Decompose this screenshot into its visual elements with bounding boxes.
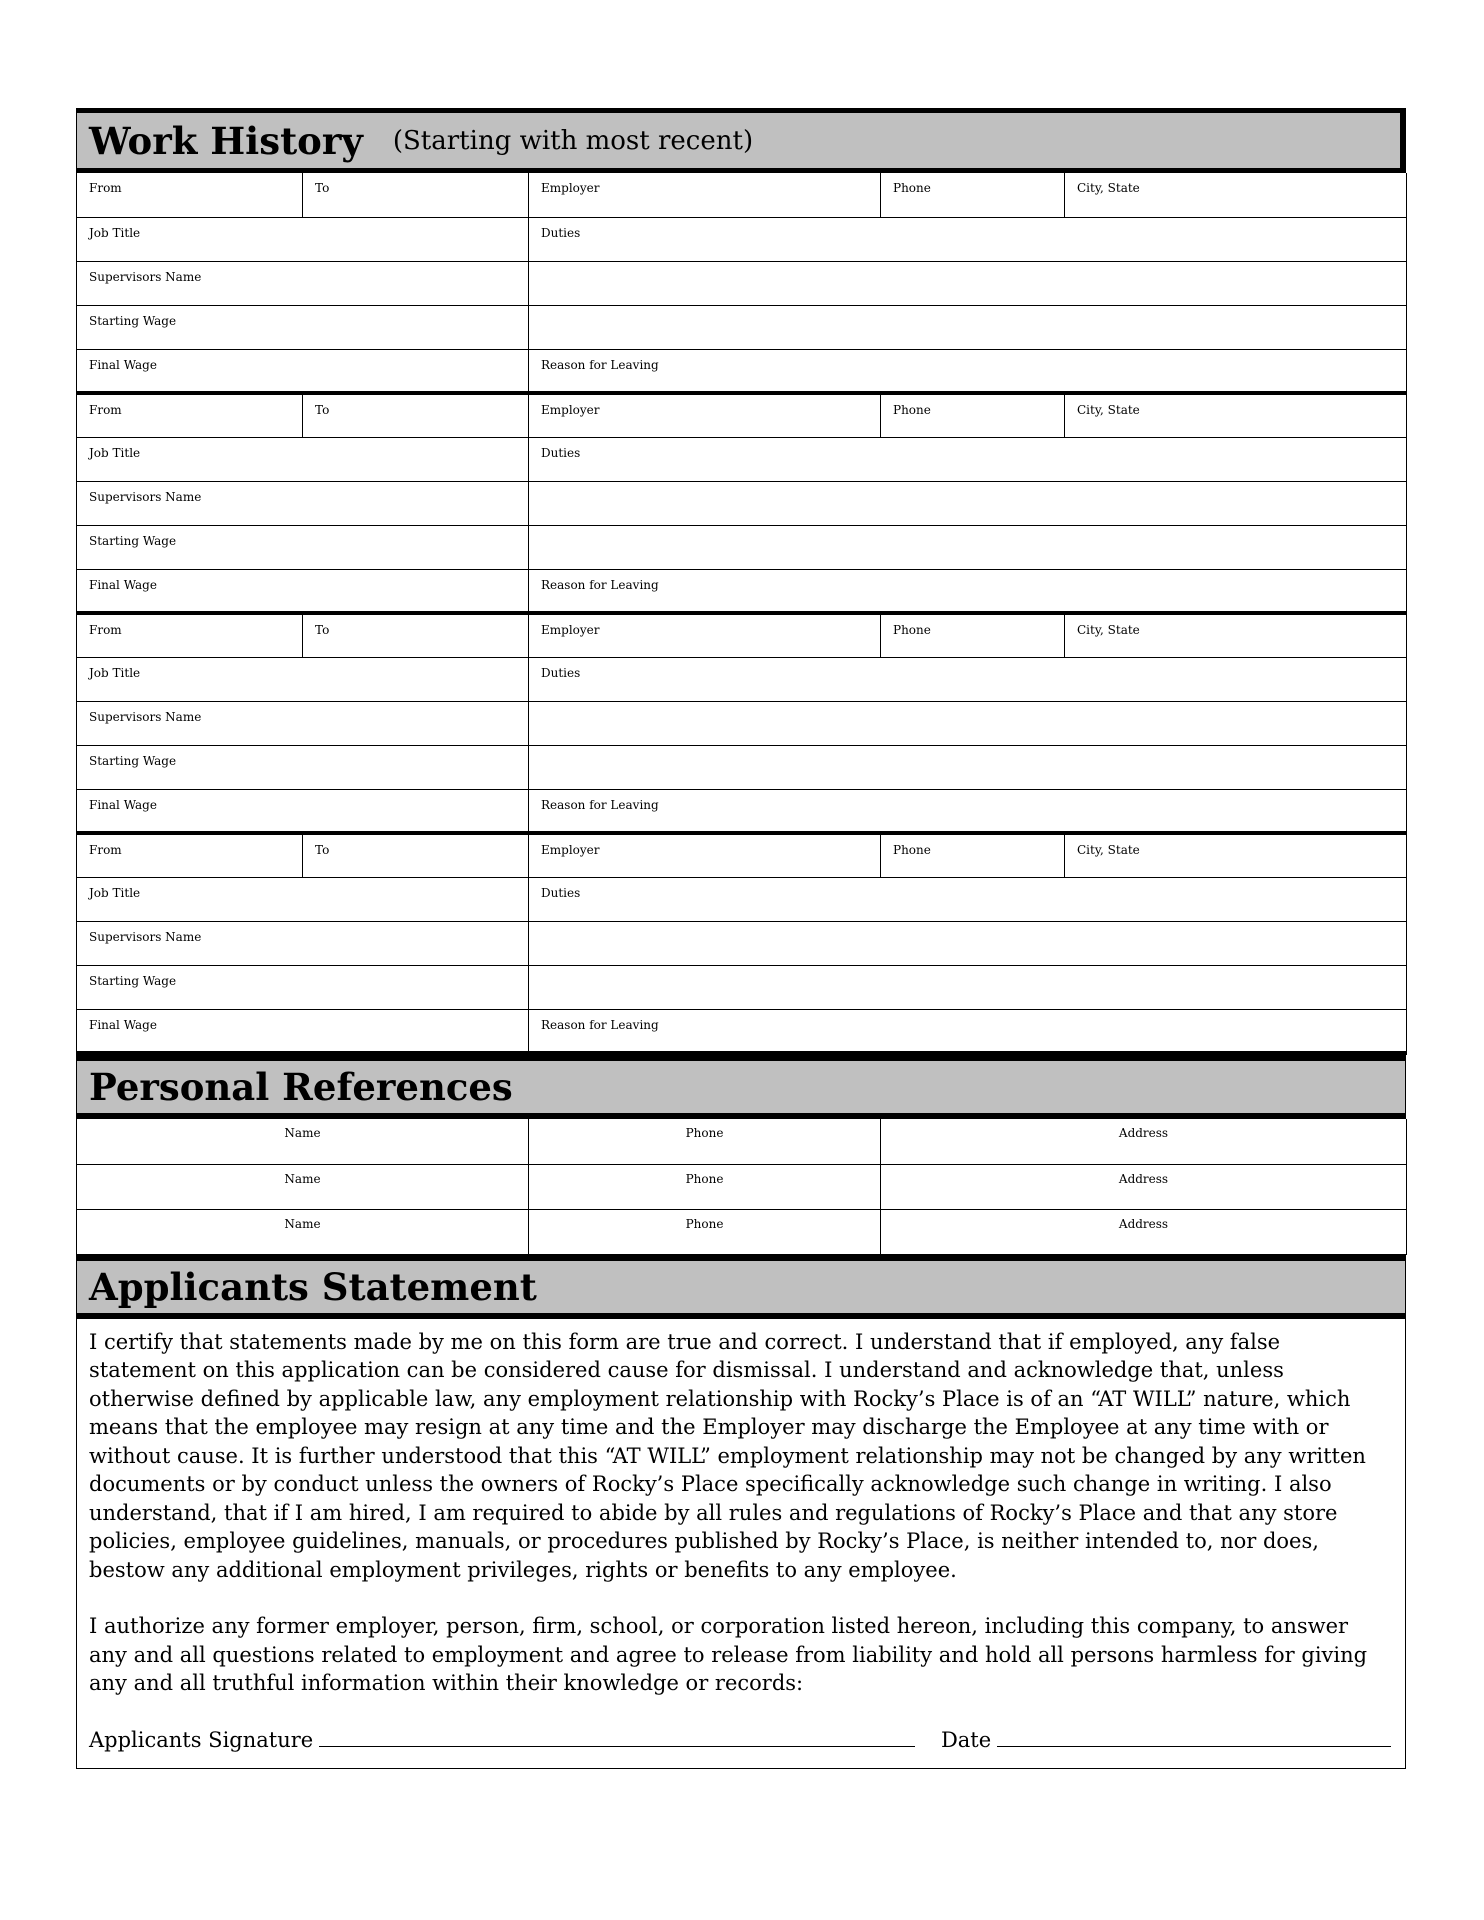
employer-phone-field[interactable]: Phone xyxy=(881,833,1065,877)
from-field[interactable]: From xyxy=(77,173,303,217)
references-table xyxy=(76,1119,1407,1255)
employer-phone-field[interactable]: Phone xyxy=(881,393,1065,437)
reason-for-leaving-field[interactable]: Reason for Leaving xyxy=(529,349,1407,393)
reference-name-field[interactable]: Name xyxy=(77,1209,529,1254)
job-dates-row xyxy=(77,613,1407,657)
job-title-row xyxy=(77,437,1407,481)
employer-field[interactable]: Employer xyxy=(529,833,881,877)
references-title: Personal References xyxy=(89,1065,513,1109)
starting-wage-field[interactable]: Starting Wage xyxy=(77,745,529,789)
employer-phone-field[interactable]: Phone xyxy=(881,613,1065,657)
city-state-field[interactable]: City, State xyxy=(1065,393,1407,437)
reference-row xyxy=(77,1119,1407,1164)
final-wage-row xyxy=(77,789,1407,833)
duties-continued-field[interactable] xyxy=(529,481,1407,525)
work-history-subtitle: (Starting with most recent) xyxy=(392,125,754,156)
supervisor-row xyxy=(77,261,1407,305)
statement-header xyxy=(76,1255,1406,1319)
statement-paragraph-authorize: I authorize any former employer, person, firm, school, or corporation listed hereon, including this company, to answer any and all questions related to employment and agree to release from liability and hold all persons harmless for giving any and all truthful information within their knowledge or records: xyxy=(89,1614,1368,1695)
final-wage-row xyxy=(77,569,1407,613)
job-dates-row xyxy=(77,393,1407,437)
signature-line[interactable] xyxy=(319,1726,915,1747)
duties-continued-field[interactable] xyxy=(529,745,1407,789)
duties-continued-field[interactable] xyxy=(529,261,1407,305)
reference-address-field[interactable]: Address xyxy=(881,1209,1407,1254)
job-title-row xyxy=(77,657,1407,701)
city-state-field[interactable]: City, State xyxy=(1065,173,1407,217)
city-state-field[interactable]: City, State xyxy=(1065,613,1407,657)
reference-address-field[interactable]: Address xyxy=(881,1164,1407,1209)
starting-wage-row xyxy=(77,745,1407,789)
job-title-row xyxy=(77,877,1407,921)
supervisors-name-field[interactable]: Supervisors Name xyxy=(77,921,529,965)
final-wage-field[interactable]: Final Wage xyxy=(77,569,529,613)
job-entry xyxy=(77,173,1407,393)
employer-field[interactable]: Employer xyxy=(529,393,881,437)
reference-address-field[interactable]: Address xyxy=(881,1119,1407,1164)
job-title-field[interactable]: Job Title xyxy=(77,877,529,921)
supervisor-row xyxy=(77,481,1407,525)
final-wage-field[interactable]: Final Wage xyxy=(77,349,529,393)
from-field[interactable]: From xyxy=(77,833,303,877)
supervisors-name-field[interactable]: Supervisors Name xyxy=(77,261,529,305)
job-dates-row xyxy=(77,833,1407,877)
reason-for-leaving-field[interactable]: Reason for Leaving xyxy=(529,569,1407,613)
starting-wage-row xyxy=(77,525,1407,569)
job-entry xyxy=(77,613,1407,833)
reference-phone-field[interactable]: Phone xyxy=(529,1119,881,1164)
final-wage-field[interactable]: Final Wage xyxy=(77,789,529,833)
duties-continued-field[interactable] xyxy=(529,701,1407,745)
to-field[interactable]: To xyxy=(303,613,529,657)
to-field[interactable]: To xyxy=(303,833,529,877)
reason-for-leaving-field[interactable]: Reason for Leaving xyxy=(529,789,1407,833)
employer-field[interactable]: Employer xyxy=(529,613,881,657)
supervisors-name-field[interactable]: Supervisors Name xyxy=(77,481,529,525)
statement-body xyxy=(76,1319,1406,1770)
job-title-field[interactable]: Job Title xyxy=(77,437,529,481)
job-entry xyxy=(77,833,1407,1053)
reason-for-leaving-field[interactable]: Reason for Leaving xyxy=(529,1009,1407,1053)
reference-row xyxy=(77,1164,1407,1209)
to-field[interactable]: To xyxy=(303,393,529,437)
reference-phone-field[interactable]: Phone xyxy=(529,1164,881,1209)
city-state-field[interactable]: City, State xyxy=(1065,833,1407,877)
from-field[interactable]: From xyxy=(77,393,303,437)
reference-phone-field[interactable]: Phone xyxy=(529,1209,881,1254)
duties-continued-field[interactable] xyxy=(529,921,1407,965)
duties-continued-field[interactable] xyxy=(529,965,1407,1009)
work-history-title: Work History xyxy=(89,118,363,163)
references-header xyxy=(76,1055,1406,1119)
application-form xyxy=(76,108,1406,1769)
signature-row xyxy=(89,1726,1391,1755)
duties-field[interactable]: Duties xyxy=(529,217,1407,261)
work-history-header xyxy=(76,108,1406,173)
date-line[interactable] xyxy=(997,1726,1391,1747)
duties-continued-field[interactable] xyxy=(529,525,1407,569)
date-label: Date xyxy=(940,1727,992,1752)
job-title-field[interactable]: Job Title xyxy=(77,217,529,261)
reference-row xyxy=(77,1209,1407,1254)
final-wage-field[interactable]: Final Wage xyxy=(77,1009,529,1053)
duties-field[interactable]: Duties xyxy=(529,657,1407,701)
starting-wage-row xyxy=(77,965,1407,1009)
supervisors-name-field[interactable]: Supervisors Name xyxy=(77,701,529,745)
employer-phone-field[interactable]: Phone xyxy=(881,173,1065,217)
duties-field[interactable]: Duties xyxy=(529,877,1407,921)
job-entry xyxy=(77,393,1407,613)
work-history-table xyxy=(76,173,1407,1055)
supervisor-row xyxy=(77,701,1407,745)
job-title-row xyxy=(77,217,1407,261)
reference-name-field[interactable]: Name xyxy=(77,1119,529,1164)
starting-wage-field[interactable]: Starting Wage xyxy=(77,525,529,569)
signature-label: Applicants Signature xyxy=(89,1727,314,1752)
from-field[interactable]: From xyxy=(77,613,303,657)
to-field[interactable]: To xyxy=(303,173,529,217)
employer-field[interactable]: Employer xyxy=(529,173,881,217)
reference-name-field[interactable]: Name xyxy=(77,1164,529,1209)
statement-paragraph-certify: I certify that statements made by me on this form are true and correct. I understand that if employed, any false statement on this application can be considered cause for dismissal. I understand and acknowledge that, unless otherwise defined by applicable law, any employment relationship with Rocky’s Place is of an “AT WILL” nature, which means that the employee may resign at any time and the Employer may discharge the Employee at any time with or without cause. It is further understood that this “AT WILL” employment relationship may not be changed by any written documents or by conduct unless the owners of Rocky’s Place specifically acknowledge such change in writing. I also understand, that if I am hired, I am required to abide by all rules and regulations of Rocky’s Place and that any store policies, employee guidelines, manuals, or procedures published by Rocky’s Place, is neither intended to, nor does, bestow any additional employment privileges, rights or benefits to any employee. xyxy=(89,1329,1366,1582)
job-dates-row xyxy=(77,173,1407,217)
duties-continued-field[interactable] xyxy=(529,305,1407,349)
starting-wage-row xyxy=(77,305,1407,349)
supervisor-row xyxy=(77,921,1407,965)
starting-wage-field[interactable]: Starting Wage xyxy=(77,965,529,1009)
duties-field[interactable]: Duties xyxy=(529,437,1407,481)
starting-wage-field[interactable]: Starting Wage xyxy=(77,305,529,349)
final-wage-row xyxy=(77,349,1407,393)
job-title-field[interactable]: Job Title xyxy=(77,657,529,701)
statement-title: Applicants Statement xyxy=(89,1264,537,1309)
final-wage-row xyxy=(77,1009,1407,1053)
